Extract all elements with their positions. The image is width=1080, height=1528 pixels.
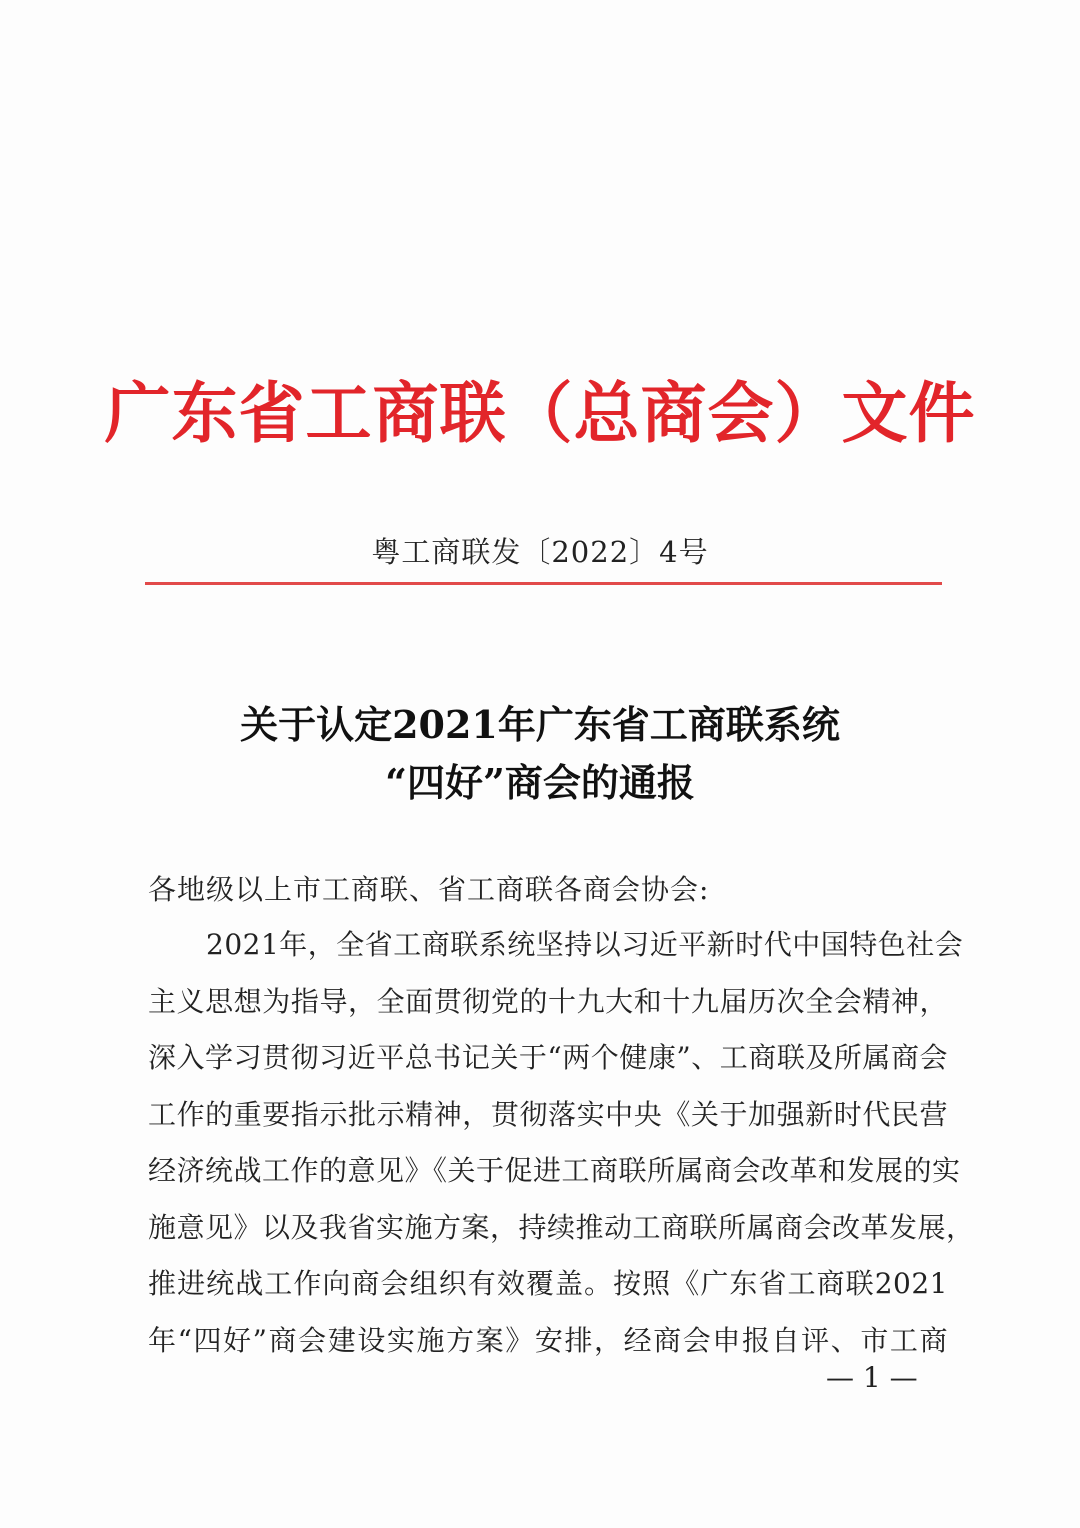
document-title-line-2: “四好”商会的通报 xyxy=(385,760,695,805)
body-line: 工作的重要指示批示精神，贯彻落实中央《关于加强新时代民营 xyxy=(148,1097,948,1131)
body-line: 深入学习贯彻习近平总书记关于“两个健康”、工商联及所属商会 xyxy=(148,1041,948,1074)
document-title-line-1: 关于认定2021年广东省工商联系统 xyxy=(240,702,840,747)
document-header-title: 广东省工商联（总商会）文件 xyxy=(104,374,976,452)
page-number: — 1 — xyxy=(826,1361,918,1394)
body-line: 年“四好”商会建设实施方案》安排，经商会申报自评、市工商 xyxy=(148,1323,948,1357)
body-line: 推进统战工作向商会组织有效覆盖。按照《广东省工商联2021 xyxy=(148,1267,948,1300)
body-line: 经济统战工作的意见》《关于促进工商联所属商会改革和发展的实 xyxy=(148,1154,961,1187)
body-line: 施意见》以及我省实施方案，持续推动工商联所属商会改革发展， xyxy=(148,1210,975,1244)
salutation: 各地级以上市工商联、省工商联各商会协会: xyxy=(148,873,710,906)
document-number: 粤工商联发〔2022〕4号 xyxy=(371,535,709,569)
body-line: 2021年，全省工商联系统坚持以习近平新时代中国特色社会 xyxy=(206,928,964,961)
body-paragraph xyxy=(148,922,975,1374)
header-divider xyxy=(145,582,942,585)
body-line: 主义思想为指导，全面贯彻党的十九大和十九届历次全会精神， xyxy=(148,984,948,1018)
document-title xyxy=(0,696,1080,812)
